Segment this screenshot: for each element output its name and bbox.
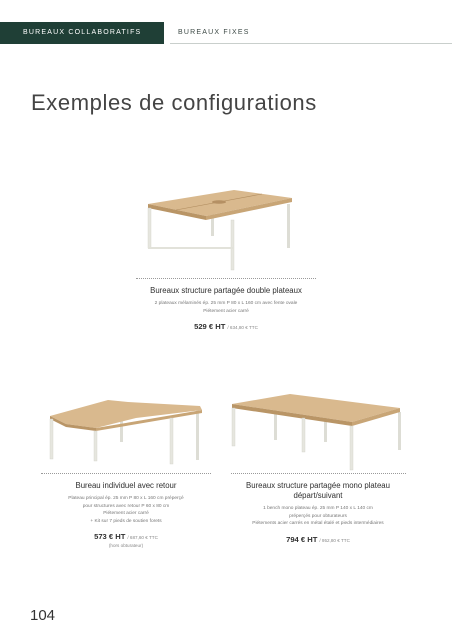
desc-line: + Kit sur 7 pieds de soutien forets xyxy=(90,518,162,524)
price-note: (hors obturateur) xyxy=(108,543,144,548)
product-title: Bureaux structure partagée double plateaux xyxy=(150,286,302,295)
product-price xyxy=(228,535,408,544)
section-tabs xyxy=(0,0,452,52)
l-desk-image xyxy=(36,388,216,473)
desc-line: 2 plateaux mélaminés ép. 25 mm P 80 x L 160 cm avec fente ovale xyxy=(154,301,298,306)
product-price xyxy=(36,532,216,541)
product-mono-plateau xyxy=(228,388,408,544)
desc-line: Piétements acier carrés en métal étalé et pieds intermédiaires xyxy=(252,521,384,526)
price-ht: 573 € HT xyxy=(94,532,126,541)
tab-bureaux-collaboratifs[interactable]: BUREAUX COLLABORATIFS xyxy=(0,22,164,44)
title-line: Bureaux structure partagée mono plateau xyxy=(246,481,390,490)
caption-divider xyxy=(231,473,406,474)
cable-slot xyxy=(212,200,226,204)
price-ttc: / 952,80 € TTC xyxy=(319,537,350,543)
desc-line: pour structures avec retour P 60 x 80 cm xyxy=(82,503,170,509)
desc-line: préperçés pour obturateurs xyxy=(289,513,347,519)
product-description xyxy=(228,505,408,528)
caption-divider xyxy=(136,278,316,279)
desc-line: Piétement acier carré xyxy=(203,308,249,314)
product-description xyxy=(36,495,216,525)
price-ttc: / 687,60 € TTC xyxy=(127,535,158,540)
product-double-plateaux xyxy=(126,178,326,331)
desk-leg xyxy=(231,220,234,270)
desk-leg xyxy=(287,204,290,248)
mono-desk-image xyxy=(228,388,408,473)
desk-leg xyxy=(148,208,151,248)
title-line: départ/suivant xyxy=(293,491,343,500)
desk-leg xyxy=(170,418,173,464)
desk-leg xyxy=(50,419,53,459)
product-description xyxy=(126,300,326,315)
desc-line: 1 bench mono plateau ép. 25 mm P 140 x L 140 cm xyxy=(263,506,373,511)
tab-bureaux-fixes[interactable]: BUREAUX FIXES xyxy=(178,29,250,36)
double-desk-image xyxy=(126,178,326,278)
product-title xyxy=(228,481,408,501)
product-bureau-retour xyxy=(36,388,216,548)
desk-leg xyxy=(398,412,401,450)
desk-leg xyxy=(232,408,235,446)
caption-divider xyxy=(41,473,211,474)
header-divider xyxy=(170,43,452,44)
desk-leg xyxy=(350,426,353,470)
desk-leg xyxy=(196,408,199,460)
price-ttc: / 634,80 € TTC xyxy=(227,325,258,330)
desk-rail xyxy=(148,247,234,249)
price-ht: 529 € HT xyxy=(194,322,226,331)
page-number: 104 xyxy=(30,607,56,624)
desc-line: Plateau principal ép. 25 mm P 80 x L 160 cm préperçé xyxy=(68,496,184,501)
page-title: Exemples de configurations xyxy=(31,90,317,115)
product-price xyxy=(126,322,326,331)
desk-leg xyxy=(302,418,305,452)
price-ht: 794 € HT xyxy=(286,534,318,544)
desk-leg xyxy=(94,431,97,461)
product-title: Bureau individuel avec retour xyxy=(75,481,177,490)
desc-line: Piétement acier carré xyxy=(103,511,149,516)
